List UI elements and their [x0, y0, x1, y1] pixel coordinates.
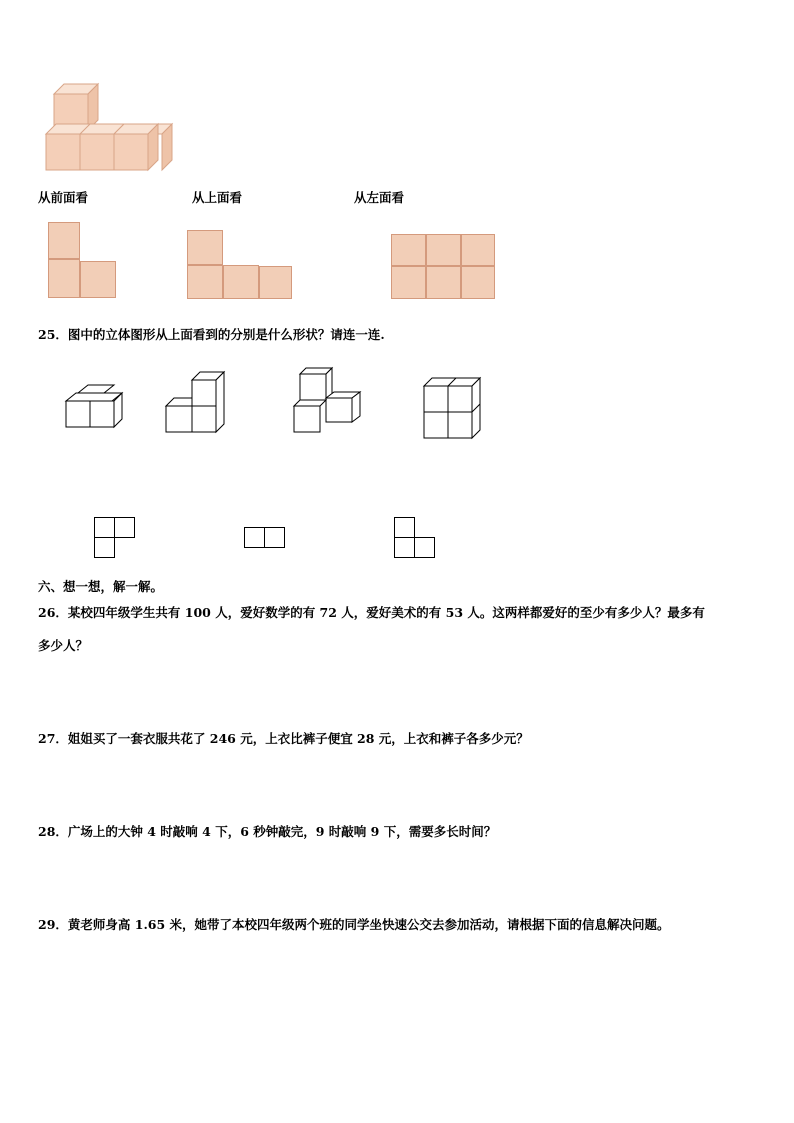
question-text: 黄老师身高 1.65 米，她带了本校四年级两个班的同学坐快速公交去参加活动，请根据下面的信息解决问题。 — [67, 917, 670, 932]
question-27 — [38, 729, 529, 747]
question-text: 图中的立体图形从上面看到的分别是什么形状？请连一连. — [67, 327, 385, 342]
solid-figure-4 — [420, 376, 490, 446]
top-view-option-2[interactable] — [244, 527, 289, 552]
question-28 — [38, 822, 496, 840]
label-front-view: 从前面看 — [38, 190, 89, 205]
question-number: 27． — [38, 731, 68, 746]
question-text: 姐姐买了一套衣服共花了 246 元，上衣比裤子便宜 28 元，上衣和裤子各多少元？ — [67, 731, 529, 746]
top-view-option-3[interactable] — [394, 517, 439, 562]
question-number: 29． — [38, 917, 68, 932]
question-25 — [38, 325, 385, 343]
question-text: 某校四年级学生共有 100 人，爱好数学的有 72 人，爱好美术的有 53 人。这两样都爱好的至少有多少人？最多有 — [67, 605, 705, 620]
solid-figure-2 — [162, 370, 232, 440]
solid-figure-cubes — [42, 82, 172, 177]
label-left-view: 从左面看 — [354, 190, 405, 205]
solid-figure-3 — [290, 364, 370, 439]
question-26-line2: 多少人？ — [38, 638, 89, 653]
question-26 — [38, 603, 705, 621]
solid-figure-1 — [62, 383, 132, 433]
section-six-title: 六、想一想，解一解。 — [38, 579, 164, 594]
label-top-view: 从上面看 — [192, 190, 243, 205]
question-29 — [38, 915, 670, 933]
question-number: 25． — [38, 327, 68, 342]
top-view-option-1[interactable] — [94, 517, 139, 562]
question-number: 26． — [38, 605, 68, 620]
question-number: 28． — [38, 824, 68, 839]
question-text: 广场上的大钟 4 时敲响 4 下，6 秒钟敲完，9 时敲响 9 下，需要多长时间？ — [67, 824, 497, 839]
